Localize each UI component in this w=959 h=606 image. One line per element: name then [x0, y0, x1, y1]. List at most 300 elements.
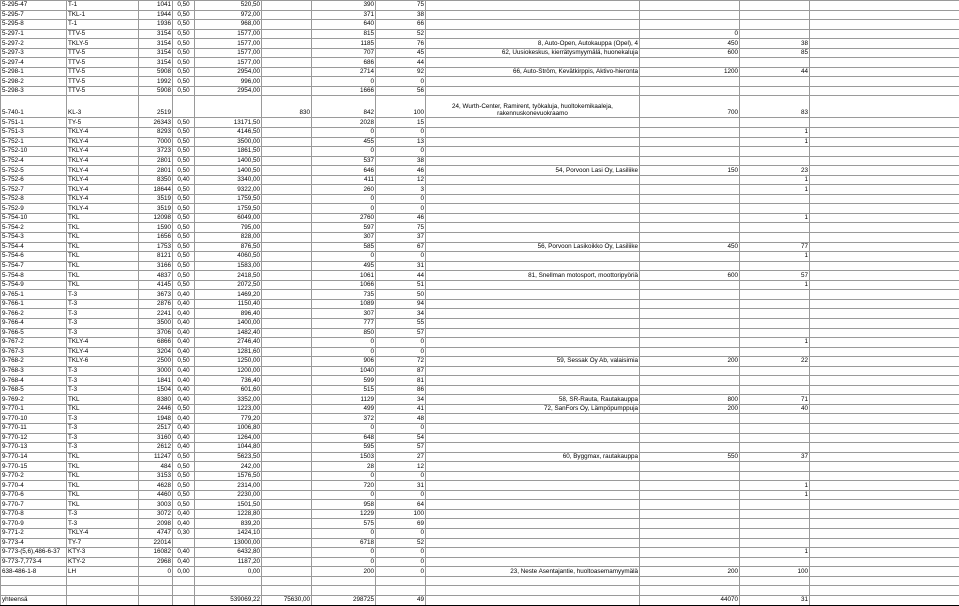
table-cell: 5-754-8 [1, 271, 67, 281]
table-cell [426, 77, 640, 87]
table-cell: 8350 [139, 175, 173, 185]
table-cell: 2954,00 [195, 67, 262, 77]
table-cell: 3500 [139, 318, 173, 328]
table-cell: 0,50 [173, 500, 195, 510]
table-cell [262, 490, 312, 500]
table-row [1, 290, 959, 300]
table-cell: 3340,00 [195, 175, 262, 185]
table-cell: 720 [312, 481, 376, 491]
table-cell [262, 528, 312, 538]
table-cell [426, 443, 640, 453]
table-cell: 0,50 [173, 357, 195, 367]
table-row [1, 423, 959, 433]
table-cell: 59, Sessak Oy Ab, valaisimia [426, 357, 640, 367]
table-cell: 520,50 [195, 1, 262, 11]
table-cell [262, 118, 312, 128]
table-cell: 0 [376, 252, 426, 262]
table-cell [262, 338, 312, 348]
table-cell [810, 538, 959, 548]
table-cell: 1400,50 [195, 166, 262, 176]
table-cell: 5-751-3 [1, 128, 67, 138]
table-cell [262, 280, 312, 290]
table-cell: 600 [640, 48, 740, 58]
table-cell: 0,50 [173, 86, 195, 96]
table-cell [262, 10, 312, 20]
table-cell: 550 [640, 452, 740, 462]
table-cell [810, 39, 959, 49]
table-cell: 2314,00 [195, 481, 262, 491]
table-cell [262, 395, 312, 405]
table-cell [426, 509, 640, 519]
table-cell: 906 [312, 357, 376, 367]
table-cell: 9-770-14 [1, 452, 67, 462]
table-cell: 5-298-3 [1, 86, 67, 96]
table-cell: 5-295-7 [1, 10, 67, 20]
table-row [1, 347, 959, 357]
table-cell: TKL [67, 213, 139, 223]
table-cell [740, 528, 810, 538]
table-cell: TKLY-4 [67, 156, 139, 166]
table-cell: 2517 [139, 423, 173, 433]
table-cell [810, 194, 959, 204]
table-cell: 1504 [139, 385, 173, 395]
table-cell [426, 10, 640, 20]
table-cell [640, 223, 740, 233]
table-cell: 0 [312, 490, 376, 500]
table-cell [740, 576, 810, 586]
table-cell: 9-770-15 [1, 462, 67, 472]
table-cell [426, 185, 640, 195]
table-cell: 52 [376, 29, 426, 39]
table-cell: 972,00 [195, 10, 262, 20]
table-cell: 6718 [312, 538, 376, 548]
table-row [1, 586, 959, 596]
table-cell: 1503 [312, 452, 376, 462]
table-cell [810, 166, 959, 176]
table-cell: 3072 [139, 509, 173, 519]
table-cell: TKL [67, 481, 139, 491]
table-cell [426, 490, 640, 500]
table-cell [640, 366, 740, 376]
table-cell [810, 299, 959, 309]
table-cell: 27 [376, 452, 426, 462]
table-cell: 0,00 [173, 567, 195, 577]
table-row [1, 433, 959, 443]
table-cell: KTY-2 [67, 557, 139, 567]
table-cell [810, 557, 959, 567]
table-cell: 5-297-2 [1, 39, 67, 49]
table-cell: 0,50 [173, 1, 195, 11]
table-cell: 2801 [139, 156, 173, 166]
total-cell: 49 [376, 595, 426, 605]
table-cell [426, 58, 640, 68]
table-cell [262, 48, 312, 58]
table-cell: 9-766-1 [1, 299, 67, 309]
table-cell: 9-768-4 [1, 376, 67, 386]
table-cell: 76 [376, 39, 426, 49]
table-cell: TTV-5 [67, 86, 139, 96]
table-cell [740, 328, 810, 338]
table-cell: 56, Porvoon Lasikoikko Oy, Lasiliike [426, 242, 640, 252]
table-cell: 585 [312, 242, 376, 252]
table-cell [810, 328, 959, 338]
table-cell [810, 252, 959, 262]
table-cell: 0 [376, 194, 426, 204]
table-cell [740, 519, 810, 529]
table-cell [139, 586, 173, 596]
table-cell [740, 86, 810, 96]
table-cell [810, 175, 959, 185]
table-cell: 0,40 [173, 423, 195, 433]
table-cell: 0,50 [173, 128, 195, 138]
table-cell [139, 576, 173, 586]
table-cell: 8380 [139, 395, 173, 405]
table-cell: 0,50 [173, 58, 195, 68]
table-cell: 5-754-4 [1, 242, 67, 252]
table-cell: 2500 [139, 357, 173, 367]
table-cell [740, 423, 810, 433]
table-cell [262, 147, 312, 157]
table-cell: 646 [312, 166, 376, 176]
table-cell: 100 [376, 509, 426, 519]
table-cell: 5-754-6 [1, 252, 67, 262]
table-cell: 3204 [139, 347, 173, 357]
table-cell: 72, SanFors Oy, Lämpöpumppuja [426, 404, 640, 414]
table-cell: 85 [740, 48, 810, 58]
table-cell: 0 [312, 548, 376, 558]
table-cell: 850 [312, 328, 376, 338]
table-cell [740, 385, 810, 395]
table-cell: 87 [376, 366, 426, 376]
table-cell [426, 175, 640, 185]
table-cell: TKLY-5 [67, 39, 139, 49]
table-cell [810, 576, 959, 586]
table-cell: 28 [312, 462, 376, 472]
table-cell: 5-752-5 [1, 166, 67, 176]
table-cell: 0,00 [195, 567, 262, 577]
table-cell: 34 [376, 309, 426, 319]
table-row [1, 452, 959, 462]
table-cell [810, 213, 959, 223]
table-cell: T-1 [67, 20, 139, 30]
table-cell [640, 10, 740, 20]
table-cell: 2968 [139, 557, 173, 567]
table-cell: 46 [376, 166, 426, 176]
table-row [1, 29, 959, 39]
table-cell: 24, Wurth-Center, Ramirent, työkaluja, huoltokemikaaleja, rakennuskonevuokraamo [426, 96, 640, 118]
table-cell: 0 [376, 471, 426, 481]
table-cell: 3000 [139, 366, 173, 376]
table-cell: 1400,00 [195, 318, 262, 328]
table-cell: 2746,40 [195, 338, 262, 348]
table-cell: 0,50 [173, 452, 195, 462]
table-row [1, 280, 959, 290]
table-cell: 0 [376, 347, 426, 357]
table-cell: 5-752-4 [1, 156, 67, 166]
table-cell [426, 338, 640, 348]
table-cell [426, 1, 640, 11]
table-cell [810, 548, 959, 558]
total-row [1, 595, 959, 605]
table-cell: 575 [312, 519, 376, 529]
table-cell [640, 414, 740, 424]
table-cell: 0,50 [173, 233, 195, 243]
table-cell: 9-770-13 [1, 443, 67, 453]
table-cell: 9-768-3 [1, 366, 67, 376]
table-row [1, 490, 959, 500]
table-cell [262, 213, 312, 223]
table-cell [262, 175, 312, 185]
table-cell: 1 [740, 213, 810, 223]
table-cell: 450 [640, 39, 740, 49]
table-cell [262, 423, 312, 433]
table-cell: TKL [67, 471, 139, 481]
table-cell: 595 [312, 443, 376, 453]
table-cell: 839,20 [195, 519, 262, 529]
table-body [1, 1, 959, 606]
table-cell [262, 366, 312, 376]
table-row [1, 481, 959, 491]
table-cell [262, 233, 312, 243]
table-cell: 48 [376, 414, 426, 424]
table-cell: 4837 [139, 271, 173, 281]
table-cell: 2714 [312, 67, 376, 77]
table-cell [139, 595, 173, 605]
table-cell: 0 [312, 77, 376, 87]
table-cell [640, 557, 740, 567]
table-cell [262, 128, 312, 138]
table-cell: 996,00 [195, 77, 262, 87]
table-cell [262, 347, 312, 357]
table-cell: TKLY-6 [67, 357, 139, 367]
table-cell: TKLY-4 [67, 528, 139, 538]
table-cell: 1577,00 [195, 39, 262, 49]
table-cell: 0 [312, 204, 376, 214]
table-cell [640, 128, 740, 138]
table-cell: 9-769-2 [1, 395, 67, 405]
table-cell: 1041 [139, 1, 173, 11]
table-cell: 1577,00 [195, 58, 262, 68]
table-row [1, 77, 959, 87]
table-cell: 0,40 [173, 385, 195, 395]
table-cell: TKLY-4 [67, 194, 139, 204]
table-cell: 1229 [312, 509, 376, 519]
table-cell: T-3 [67, 414, 139, 424]
table-cell: 9-766-5 [1, 328, 67, 338]
table-cell: 75 [376, 1, 426, 11]
table-cell: 638-486-1-8 [1, 567, 67, 577]
table-cell: 499 [312, 404, 376, 414]
table-cell [810, 309, 959, 319]
table-cell [262, 357, 312, 367]
table-row [1, 462, 959, 472]
table-cell: 1936 [139, 20, 173, 30]
table-cell [173, 586, 195, 596]
table-cell: 0,40 [173, 338, 195, 348]
table-cell [740, 366, 810, 376]
table-cell: 1656 [139, 233, 173, 243]
table-cell [262, 185, 312, 195]
table-cell [810, 29, 959, 39]
table-cell: TKL [67, 233, 139, 243]
table-cell [740, 443, 810, 453]
table-cell: 1185 [312, 39, 376, 49]
table-cell: 9-773-4 [1, 538, 67, 548]
table-cell: 0 [640, 29, 740, 39]
table-cell: 67 [376, 242, 426, 252]
table-cell [740, 538, 810, 548]
table-cell: 0 [376, 423, 426, 433]
table-cell: 0,40 [173, 509, 195, 519]
table-cell [426, 20, 640, 30]
table-row [1, 519, 959, 529]
table-cell [640, 385, 740, 395]
table-cell [426, 128, 640, 138]
table-cell [426, 462, 640, 472]
table-cell [640, 519, 740, 529]
table-cell: 0,40 [173, 366, 195, 376]
table-cell: TKLY-4 [67, 137, 139, 147]
table-cell: 795,00 [195, 223, 262, 233]
table-cell: 1 [740, 185, 810, 195]
table-cell [640, 185, 740, 195]
table-cell: 2801 [139, 166, 173, 176]
table-row [1, 443, 959, 453]
table-cell: 3154 [139, 58, 173, 68]
table-cell [426, 309, 640, 319]
table-cell [740, 118, 810, 128]
table-cell: 51 [376, 280, 426, 290]
table-cell [426, 261, 640, 271]
table-cell: 1577,00 [195, 48, 262, 58]
table-cell: 1 [740, 137, 810, 147]
table-cell [740, 233, 810, 243]
table-cell: 12 [376, 175, 426, 185]
table-cell: 0,50 [173, 48, 195, 58]
table-cell: 1281,60 [195, 347, 262, 357]
table-cell: 1264,00 [195, 433, 262, 443]
table-cell: 1 [740, 490, 810, 500]
table-row [1, 366, 959, 376]
table-cell: 3154 [139, 48, 173, 58]
table-cell [810, 586, 959, 596]
table-cell [426, 280, 640, 290]
table-cell [426, 147, 640, 157]
table-cell [426, 528, 640, 538]
table-cell [640, 481, 740, 491]
table-cell [173, 576, 195, 586]
table-cell: 18644 [139, 185, 173, 195]
table-cell: 495 [312, 261, 376, 271]
table-cell: 12 [376, 462, 426, 472]
table-cell: 5-295-47 [1, 1, 67, 11]
table-cell [740, 77, 810, 87]
table-cell [810, 204, 959, 214]
table-cell: 0,50 [173, 77, 195, 87]
table-cell: 5-752-9 [1, 204, 67, 214]
table-cell: 2446 [139, 404, 173, 414]
table-row [1, 39, 959, 49]
table-cell: 1 [740, 128, 810, 138]
table-cell [640, 328, 740, 338]
table-cell: LH [67, 567, 139, 577]
table-cell: KTY-3 [67, 548, 139, 558]
table-cell: 0,40 [173, 433, 195, 443]
table-cell [740, 223, 810, 233]
table-cell: 3706 [139, 328, 173, 338]
table-cell: 64 [376, 500, 426, 510]
table-cell [740, 414, 810, 424]
table-cell [426, 538, 640, 548]
table-cell: TKL-1 [67, 10, 139, 20]
table-cell: 23, Neste Asentajantie, huoltoasemamyymälä [426, 567, 640, 577]
table-cell: 1044,80 [195, 443, 262, 453]
table-cell: 9-770-2 [1, 471, 67, 481]
table-cell [262, 586, 312, 596]
table-row [1, 528, 959, 538]
table-cell: 37 [740, 452, 810, 462]
table-cell: TKL [67, 500, 139, 510]
table-cell [173, 538, 195, 548]
table-cell [810, 1, 959, 11]
table-cell [810, 223, 959, 233]
table-cell: 0,40 [173, 347, 195, 357]
table-cell [810, 462, 959, 472]
table-cell: 3154 [139, 39, 173, 49]
table-cell: 0 [376, 567, 426, 577]
table-cell: 958 [312, 500, 376, 510]
table-cell [262, 576, 312, 586]
table-cell [426, 299, 640, 309]
table-cell [262, 261, 312, 271]
table-cell: 5-752-6 [1, 175, 67, 185]
table-cell [810, 567, 959, 577]
table-cell: 9-767-3 [1, 347, 67, 357]
table-cell: 92 [376, 67, 426, 77]
table-cell [640, 1, 740, 11]
table-row [1, 166, 959, 176]
table-cell: TKL [67, 261, 139, 271]
table-cell: 38 [740, 39, 810, 49]
table-cell: 1129 [312, 395, 376, 405]
table-cell [426, 252, 640, 262]
table-cell: 390 [312, 1, 376, 11]
table-cell: T-3 [67, 309, 139, 319]
table-cell [67, 576, 139, 586]
table-cell [262, 318, 312, 328]
table-cell: 0,40 [173, 318, 195, 328]
table-cell: 45 [376, 48, 426, 58]
table-cell: 2098 [139, 519, 173, 529]
table-cell: 599 [312, 376, 376, 386]
table-cell: 0 [376, 490, 426, 500]
table-cell: 5-298-2 [1, 77, 67, 87]
table-cell [426, 137, 640, 147]
table-cell: 200 [640, 567, 740, 577]
table-cell: 307 [312, 233, 376, 243]
table-cell: 896,40 [195, 309, 262, 319]
table-cell: 0,50 [173, 10, 195, 20]
table-cell: 22014 [139, 538, 173, 548]
table-row [1, 223, 959, 233]
table-cell: 54, Porvoon Lasi Oy, Lasiliike [426, 166, 640, 176]
table-cell: 0 [139, 567, 173, 577]
table-row [1, 395, 959, 405]
table-cell: TTV-5 [67, 77, 139, 87]
table-cell: 1040 [312, 366, 376, 376]
table-cell [262, 500, 312, 510]
table-cell [262, 252, 312, 262]
